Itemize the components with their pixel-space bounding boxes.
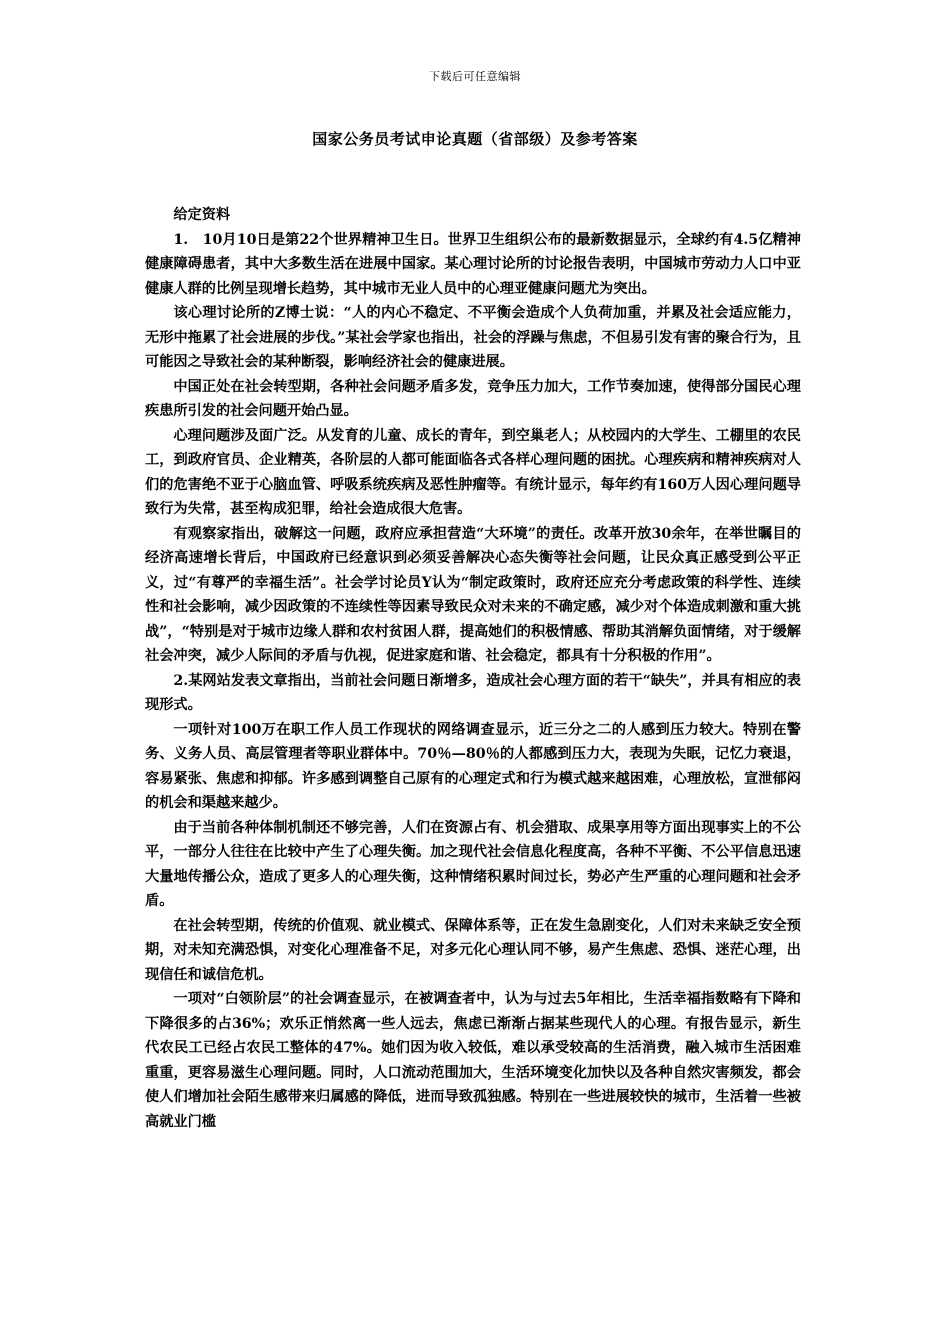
paragraph: 该心理讨论所的Z博士说：“人的内心不稳定、不平衡会造成个人负荷加重，并累及社会适应能力，无形中拖累了社会进展的步伐。”某社会学家也指出，社会的浮躁与焦虑，不但易引发有害的聚合行为，且可能因之导致社会的某种断裂，影响经济社会的健康进展。 (145, 305, 801, 370)
paragraph: 2.某网站发表文章指出，当前社会问题日渐增多，造成社会心理方面的若干“缺失”，并具有相应的表现形式。 (145, 672, 801, 713)
paragraph: 一项对“白领阶层”的社会调查显示，在被调查者中，认为与过去5年相比，生活幸福指数略有下降和下降很多的占36%；欢乐正悄然离一些人远去，焦虑已渐渐占据某些现代人的心理。有报告显示，新生代农民工已经占农民工整体的47%。她们因为收入较低，难以承受较高的生活消费，融入城市生活困难重重，更容易滋生心理问题。同时，人口流动范围加大，生活环境变化加快以及各种自然灾害频发，都会使人们增加社会陌生感带来归属感的降低，进而导致孤独感。特别在一些进展较快的城市，生活着一些被高就业门槛 (145, 991, 801, 1130)
paragraph: 由于当前各种体制机制还不够完善，人们在资源占有、机会猎取、成果享用等方面出现事实上的不公平，一部分人往往在比较中产生了心理失衡。加之现代社会信息化程度高，各种不平衡、不公平信息迅速大量地传播公众，造成了更多人的心理失衡，这种情绪积累时间过长，势必产生严重的心理问题和社会矛盾。 (145, 819, 801, 909)
header-note: 下载后可任意编辑 (429, 70, 521, 83)
paragraph: 1. 10月10日是第22个世界精神卫生日。世界卫生组织公布的最新数据显示，全球约有4.5亿精神健康障碍患者，其中大多数生活在进展中国家。某心理讨论所的讨论报告表明，中国城市劳动力人口中亚健康人群的比例呈现增长趋势，其中城市无业人员中的心理亚健康问题尤为突出。 (145, 231, 801, 297)
paragraph: 一项针对100万在职工作人员工作现状的网络调查显示，近三分之二的人感到压力较大。特别在警务、义务人员、高层管理者等职业群体中。70％—80％的人都感到压力大，表现为失眠，记忆力衰退，容易紧张、焦虑和抑郁。许多感到调整自己原有的心理定式和行为模式越来越困难，心理放松，宣泄郁闷的机会和渠越来越少。 (145, 721, 801, 811)
paragraph: 心理问题涉及面广泛。从发育的儿童、成长的青年，到空巢老人；从校园内的大学生、工棚里的农民工，到政府官员、企业精英，各阶层的人都可能面临各式各样心理问题的困扰。心理疾病和精神疾病对人们的危害绝不亚于心脑血管、呼吸系统疾病及恶性肿瘤等。有统计显示，每年约有160万人因心理问题导致行为失常，甚至构成犯罪，给社会造成很大危害。 (145, 427, 801, 517)
section-heading: 给定资料 (173, 207, 231, 223)
paragraph: 有观察家指出，破解这一问题，政府应承担营造“大环境”的责任。改革开放30余年，在举世瞩目的经济高速增长背后，中国政府已经意识到必须妥善解决心态失衡等社会问题，让民众真正感受到公平正义，过“有尊严的幸福生活”。社会学讨论员Y认为“制定政策时，政府还应充分考虑政策的科学性、连续性和社会影响，减少因政策的不连续性等因素导致民众对未来的不确定感，减少对个体造成刺激和重大挑战”，“特别是对于城市边缘人群和农村贫困人群，提高她们的积极情感、帮助其消解负面情绪，对于缓解社会冲突，减少人际间的矛盾与仇视，促进家庭和谐、社会稳定，都具有十分积极的作用”。 (145, 525, 801, 664)
paragraph: 在社会转型期，传统的价值观、就业模式、保障体系等，正在发生急剧变化，人们对未来缺乏安全预期，对未知充满恐惧，对变化心理准备不足，对多元化心理认同不够，易产生焦虑、恐惧、迷茫心理，出现信任和诚信危机。 (145, 917, 801, 983)
document-body (145, 203, 801, 1134)
document-title: 国家公务员考试申论真题（省部级）及参考答案 (312, 130, 638, 148)
paragraph: 中国正处在社会转型期，各种社会问题矛盾多发，竞争压力加大，工作节奏加速，使得部分国民心理疾患所引发的社会问题开始凸显。 (145, 378, 801, 419)
